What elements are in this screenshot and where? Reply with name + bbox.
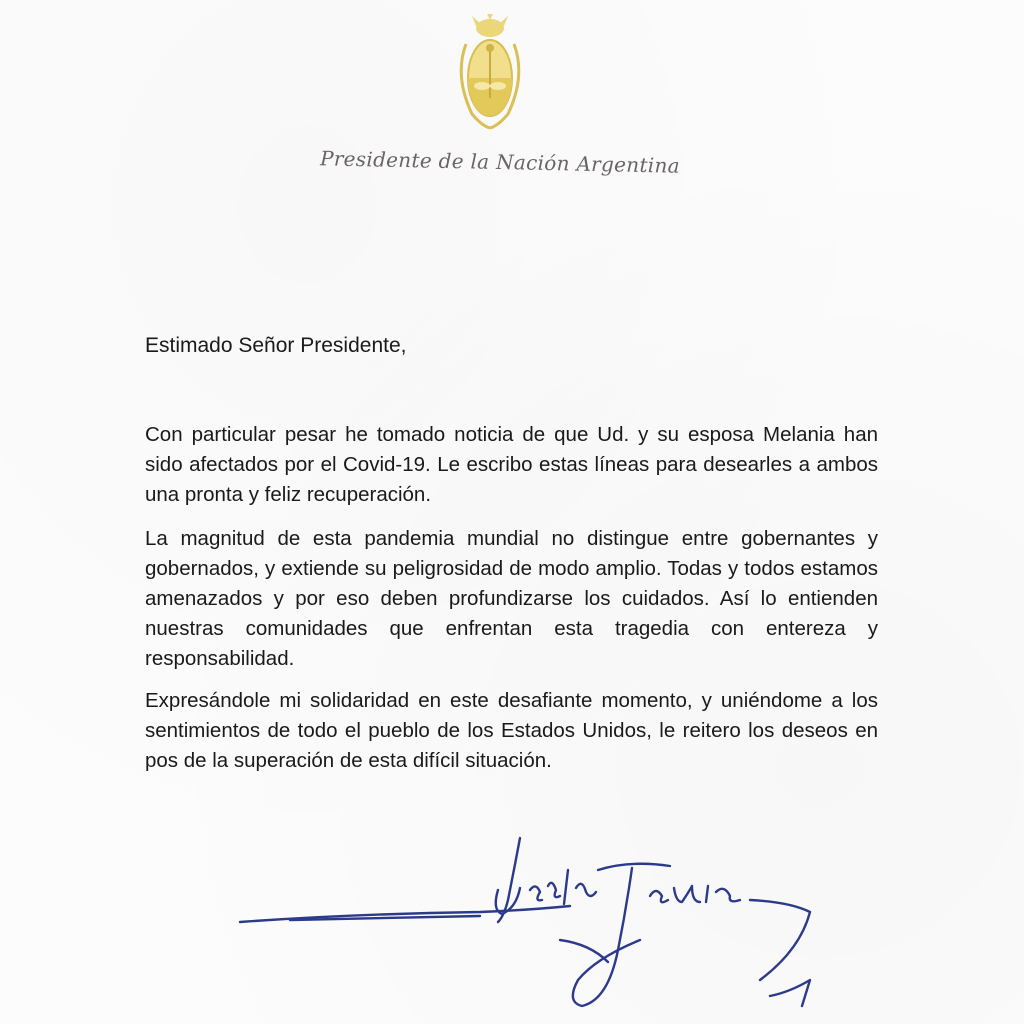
paragraph-2: La magnitud de esta pandemia mundial no distingue entre gobernantes y gobernados, y extiende su peligrosidad de modo amplio. Todas y todos estamos amenazados y por eso deben profundizarse los cuidados. Así lo entienden nuestras comunidades que enfrentan esta tragedia con entereza y responsabilidad. [145,527,878,670]
letterhead-title: Presidente de la Nación Argentina [319,146,681,178]
paragraph-3: Expresándole mi solidaridad en este desafiante momento, y uniéndome a los sentimientos de todo el pueblo de los Estados Unidos, le reitero los deseos en pos de la superación de esta difícil situación. [145,689,878,772]
handwritten-signature [230,830,830,1010]
paragraph-1: Con particular pesar he tomado noticia de que Ud. y su esposa Melania han sido afectados por el Covid-19. Le escribo estas líneas para desearles a ambos una pronta y feliz recuperación. [145,423,878,506]
coat-of-arms-emblem [452,14,528,132]
salutation: Estimado Señor Presidente, [145,334,407,357]
